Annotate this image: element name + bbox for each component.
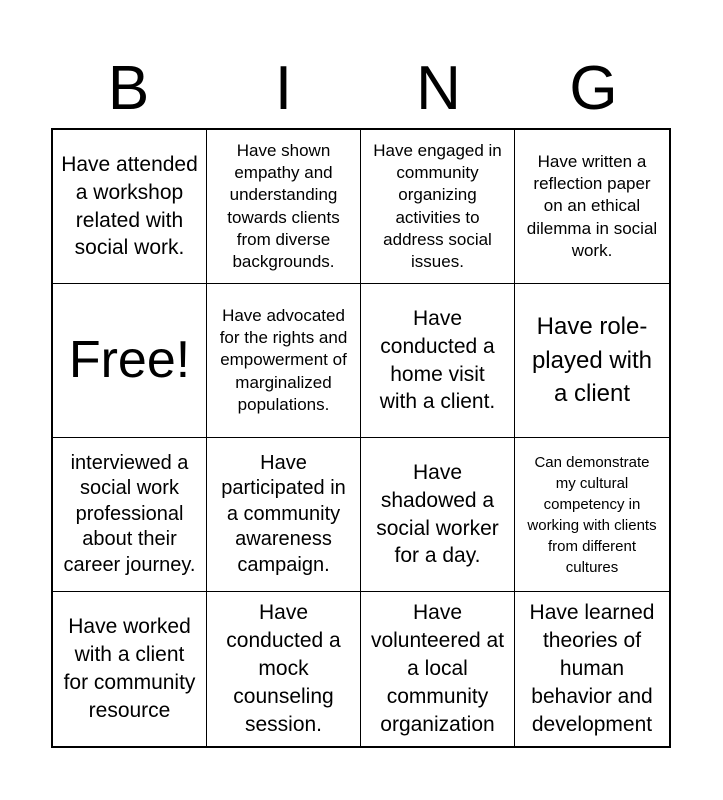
cell-text: Have shadowed a social worker for a day. — [376, 460, 499, 568]
cell-text: Have volunteered at a local community organization — [370, 601, 505, 736]
bingo-cell[interactable] — [53, 438, 207, 592]
bingo-cell[interactable] — [53, 592, 207, 746]
bingo-cell[interactable] — [207, 130, 361, 284]
bingo-cell[interactable] — [515, 284, 669, 438]
bingo-cell-free[interactable] — [53, 284, 207, 438]
bingo-cell[interactable] — [361, 438, 515, 592]
bingo-cell[interactable] — [515, 130, 669, 284]
cell-text: Have engaged in community organizing activities to address social issues. — [373, 141, 502, 271]
bingo-grid — [51, 128, 671, 748]
header-letter-i: I — [274, 54, 293, 123]
header-letter-b: B — [107, 54, 150, 123]
cell-text: Have advocated for the rights and empowerment of marginalized populations. — [219, 306, 348, 414]
bingo-cell[interactable] — [207, 438, 361, 592]
bingo-cell[interactable] — [361, 284, 515, 438]
bingo-cell[interactable] — [515, 592, 669, 746]
cell-text: Have written a reflection paper on an ethical dilemma in social work. — [526, 152, 658, 260]
bingo-cell[interactable] — [207, 592, 361, 746]
bingo-cell[interactable] — [361, 592, 515, 746]
cell-text: Have participated in a community awareness campaign. — [221, 452, 346, 576]
cell-text: Have conducted a mock counseling session. — [226, 601, 341, 736]
bingo-cell[interactable] — [207, 284, 361, 438]
cell-text: Have conducted a home visit with a client. — [379, 306, 496, 414]
bingo-cell[interactable] — [361, 130, 515, 284]
bingo-cell[interactable] — [53, 130, 207, 284]
header-letter-g: G — [569, 54, 618, 123]
cell-text: Free! — [68, 330, 191, 389]
cell-text: Have learned theories of human behavior and development — [529, 601, 655, 736]
header-letter-n: N — [416, 54, 461, 123]
cell-text: Have worked with a client for community resource — [63, 615, 196, 722]
cell-text: Have role-played with a client — [531, 313, 653, 408]
bingo-cell[interactable] — [515, 438, 669, 592]
cell-text: Have shown empathy and understanding towards clients from diverse backgrounds. — [227, 141, 340, 271]
bingo-header — [51, 50, 671, 128]
cell-text: Can demonstrate my cultural competency in working with clients from different cultures — [527, 453, 657, 576]
cell-text: Have attended a workshop related with social work. — [61, 152, 198, 260]
cell-text: interviewed a social work professional about their career journey. — [63, 452, 196, 576]
